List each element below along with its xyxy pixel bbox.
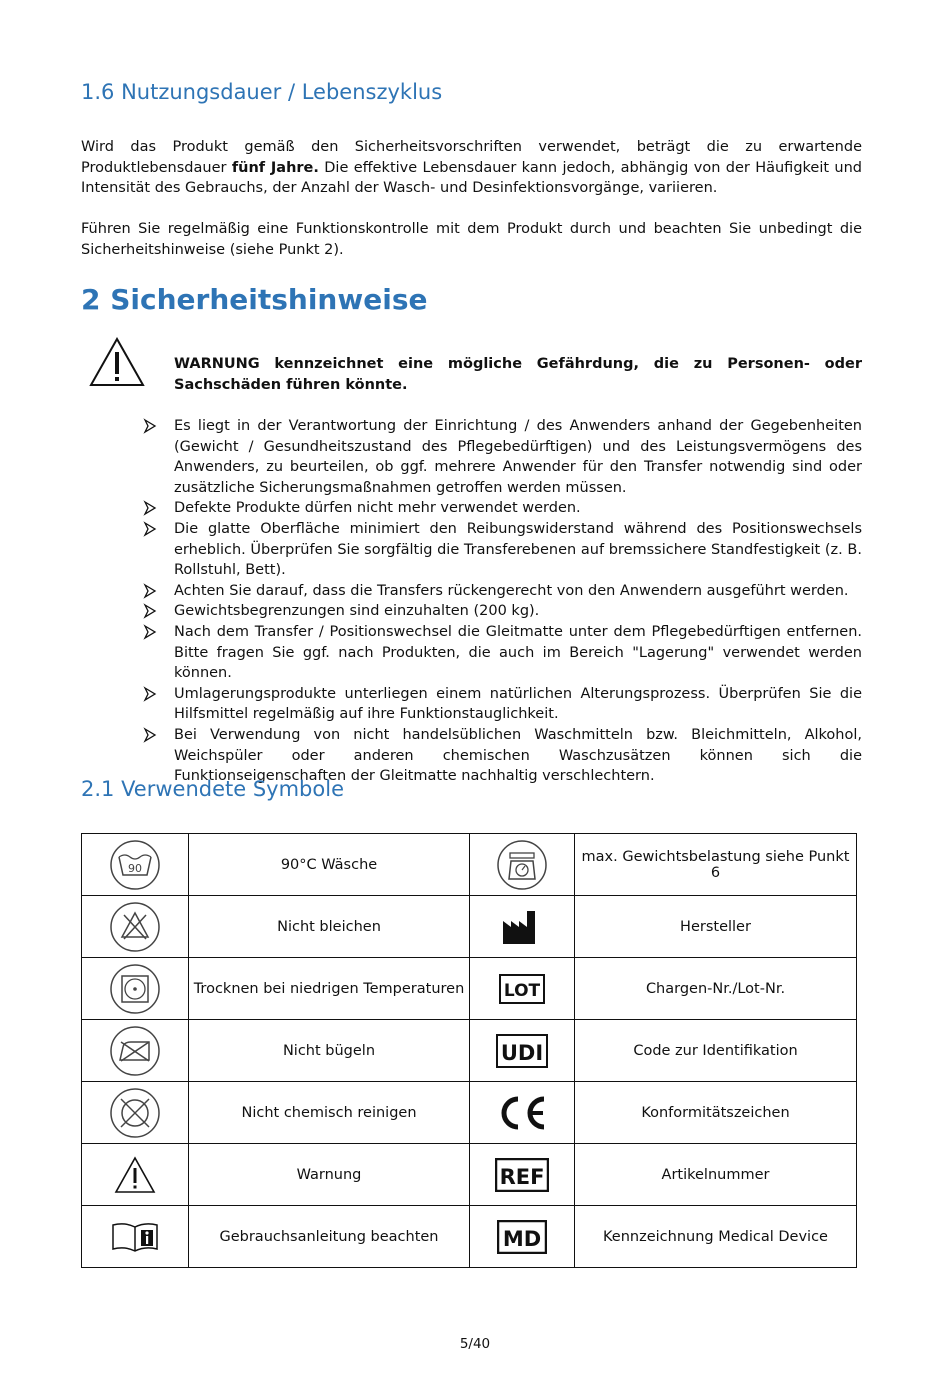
list-item	[81, 622, 862, 684]
table-row	[82, 1144, 857, 1206]
list-item	[81, 684, 862, 725]
table-cell: Code zur Identifikation	[575, 1020, 857, 1082]
wash-90-icon	[82, 834, 189, 896]
lifecycle-paragraph	[81, 137, 862, 199]
arrow-bullet-icon	[143, 519, 157, 539]
table-row	[82, 1020, 857, 1082]
table-cell: Nicht bügeln	[189, 1020, 470, 1082]
lifecycle-text-b: Die effektive Lebensdauer kann jedoch, abhängig von der Häufigkeit und Intensität des Gebrauchs, der Anzahl der Wasch- und Desinfektionsvorgänge, variieren.	[81, 159, 862, 197]
tumble-dry-low-icon	[82, 958, 189, 1020]
md-icon	[470, 1206, 575, 1268]
ce-mark-icon	[470, 1082, 575, 1144]
table-row	[82, 1206, 857, 1268]
list-item-text: Die glatte Oberfläche minimiert den Reibungswiderstand während des Positionswechsels erheblich. Überprüfen Sie sorgfältig die Transferebenen auf bremssichere Standfestigkeit (z. B. Rollstuhl, Bett).	[174, 520, 862, 579]
lifecycle-years: fünf Jahre.	[231, 159, 319, 176]
list-item	[81, 498, 862, 519]
ref-icon	[470, 1144, 575, 1206]
table-cell: Gebrauchsanleitung beachten	[189, 1206, 470, 1268]
arrow-bullet-icon	[143, 601, 157, 621]
warning-triangle-icon	[89, 337, 145, 387]
page-number: 5/40	[459, 1336, 491, 1352]
arrow-bullet-icon	[143, 581, 157, 601]
table-cell: Nicht chemisch reinigen	[189, 1082, 470, 1144]
scale-icon	[470, 834, 575, 896]
list-item	[81, 416, 862, 498]
list-item-text: Nach dem Transfer / Positionswechsel die Gleitmatte unter dem Pflegebedürftigen entfernen. Bitte fragen Sie ggf. nach Produkten, die auch im Bereich "Lagerung" verwendet werden können.	[174, 623, 862, 682]
arrow-bullet-icon	[143, 498, 157, 518]
list-item-text: Bei Verwendung von nicht handelsüblichen Waschmitteln bzw. Bleichmitteln, Alkohol, Weichspüler oder anderen chemischen Waschzusätzen können sich die Funktionseigenschaften der Gleitmatte nachhaltig verschlechtern.	[174, 726, 862, 785]
safety-list	[81, 416, 862, 787]
arrow-bullet-icon	[143, 725, 157, 745]
table-cell: 90°C Wäsche	[189, 834, 470, 896]
lot-icon	[470, 958, 575, 1020]
list-item-text: Defekte Produkte dürfen nicht mehr verwendet werden.	[174, 500, 581, 517]
table-cell: Nicht bleichen	[189, 896, 470, 958]
list-item-text: Gewichtsbegrenzungen sind einzuhalten (200 kg).	[174, 603, 540, 620]
function-check-paragraph: Führen Sie regelmäßig eine Funktionskontrolle mit dem Produkt durch und beachten Sie unbedingt die Sicherheitshinweise (siehe Punkt 2).	[81, 221, 862, 258]
instructions-icon	[82, 1206, 189, 1268]
table-cell: Chargen-Nr./Lot-Nr.	[575, 958, 857, 1020]
section-1-6-heading: 1.6 Nutzungsdauer / Lebenszyklus	[81, 80, 443, 104]
ref-symbol-text: REF	[499, 1164, 545, 1189]
table-cell: Warnung	[189, 1144, 470, 1206]
udi-icon	[470, 1020, 575, 1082]
lot-symbol-text: LOT	[503, 980, 541, 1001]
table-row	[82, 1082, 857, 1144]
list-item	[81, 601, 862, 622]
table-cell: Trocknen bei niedrigen Temperaturen	[189, 958, 470, 1020]
no-bleach-icon	[82, 896, 189, 958]
arrow-bullet-icon	[143, 684, 157, 704]
table-cell: Konformitätszeichen	[575, 1082, 857, 1144]
no-iron-icon	[82, 1020, 189, 1082]
table-cell: Kennzeichnung Medical Device	[575, 1206, 857, 1268]
section-2-heading: 2 Sicherheitshinweise	[81, 283, 428, 316]
list-item-text: Achten Sie darauf, dass die Transfers rückengerecht von den Anwendern ausgeführt werden.	[174, 582, 849, 599]
section-2-1-heading: 2.1 Verwendete Symbole	[81, 777, 344, 801]
symbols-table	[81, 833, 857, 1268]
no-dry-clean-icon	[82, 1082, 189, 1144]
udi-symbol-text: UDI	[500, 1040, 544, 1065]
arrow-bullet-icon	[143, 416, 157, 436]
list-item	[81, 581, 862, 602]
lifecycle-text-a: Wird das Produkt gemäß den Sicherheitsvorschriften verwendet, beträgt die zu erwartende Produktlebensdauer	[81, 139, 862, 176]
warning-icon	[82, 1144, 189, 1206]
manufacturer-icon	[470, 896, 575, 958]
md-symbol-text: MD	[502, 1226, 542, 1251]
table-row	[82, 958, 857, 1020]
table-cell: max. Gewichtsbelastung siehe Punkt 6	[575, 834, 857, 896]
table-row	[82, 896, 857, 958]
table-row	[82, 834, 857, 896]
list-item	[81, 519, 862, 581]
warning-text: WARNUNG kennzeichnet eine mögliche Gefährdung, die zu Personen- oder Sachschäden führen könnte.	[174, 356, 862, 393]
list-item-text: Es liegt in der Verantwortung der Einrichtung / des Anwenders anhand der Gegebenheiten (Gewicht / Gesundheitszustand des Pflegebedürftigen) und des Leistungsvermögens des Anwenders, zu beurteilen, ob ggf. mehrere Anwender für den Transfer notwendig sind oder zusätzliche Sicherungsmaßnahmen getroffen werden müssen.	[174, 418, 862, 496]
arrow-bullet-icon	[143, 622, 157, 642]
table-cell: Hersteller	[575, 896, 857, 958]
list-item-text: Umlagerungsprodukte unterliegen einem natürlichen Alterungsprozess. Überprüfen Sie die Hilfsmittel regelmäßig auf ihre Funktionstauglichkeit.	[174, 685, 862, 723]
wash-temp-label: 90	[128, 861, 142, 875]
table-cell: Artikelnummer	[575, 1144, 857, 1206]
